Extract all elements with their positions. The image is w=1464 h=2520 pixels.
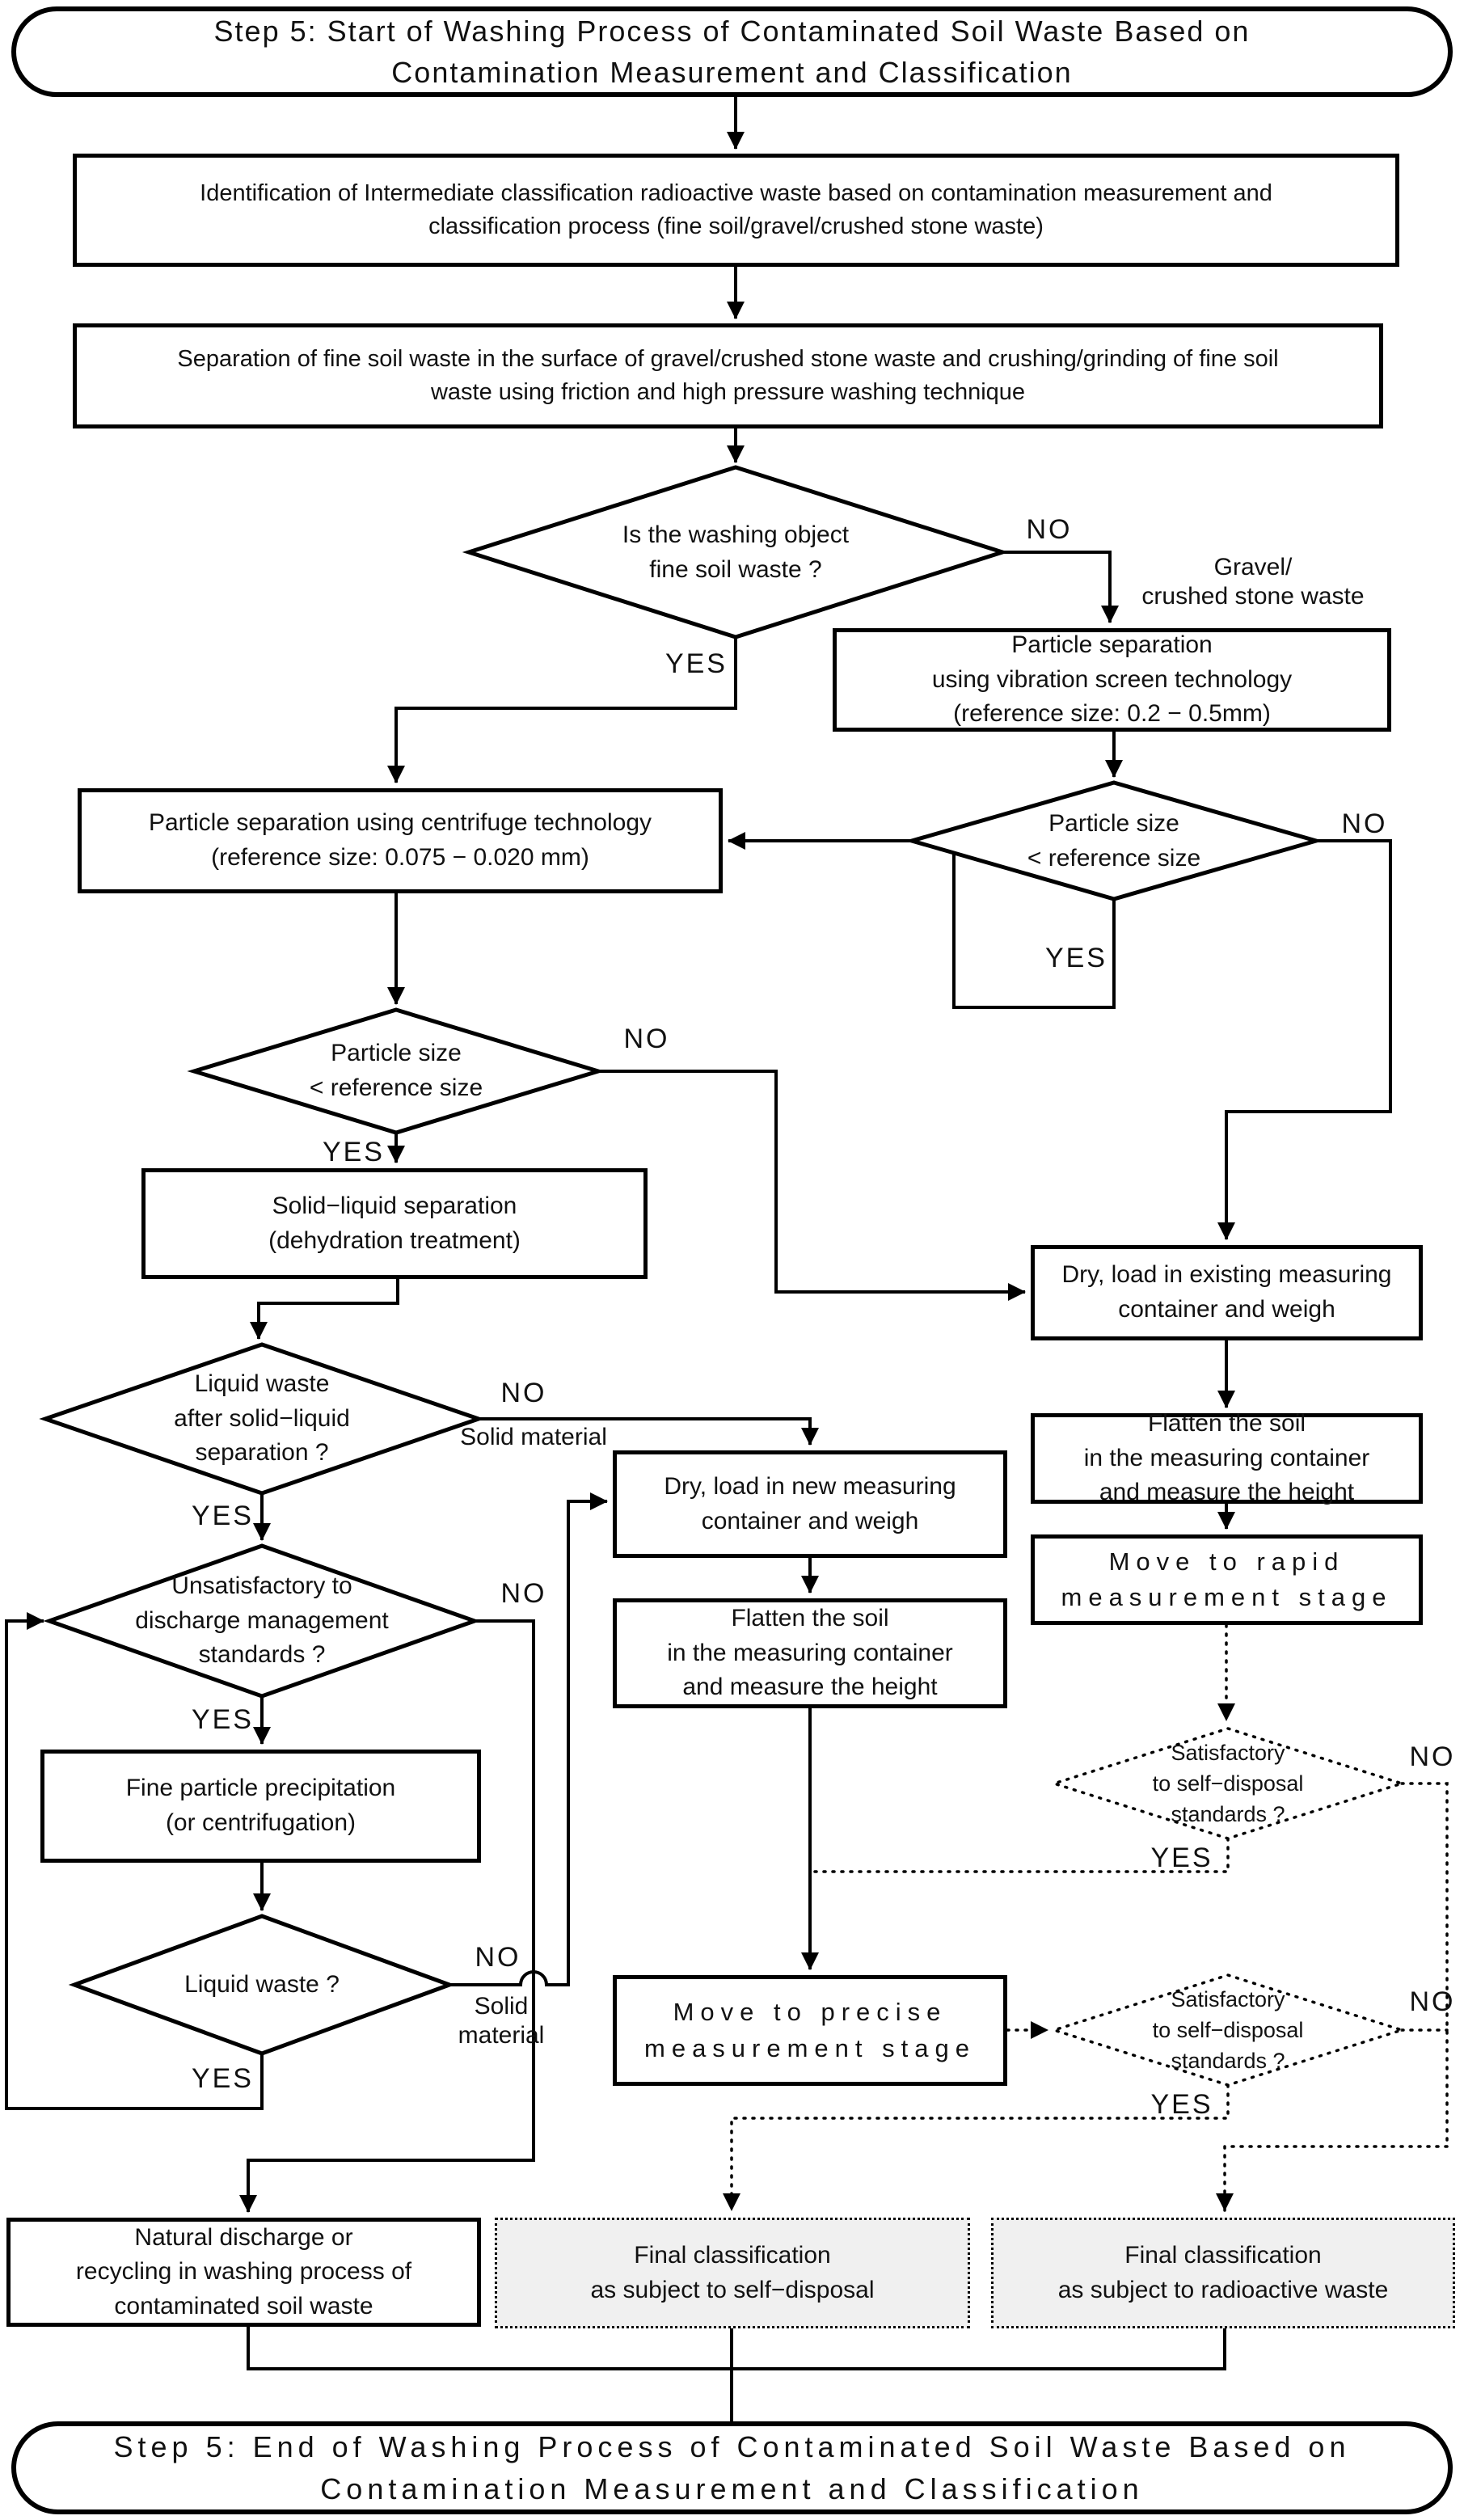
label-yes-unsatisfactory: YES (191, 1703, 254, 1735)
identification-line1: Identification of Intermediate classification radioactive waste based on contamination measurement and (200, 179, 1272, 206)
label-yes-washing: YES (664, 648, 728, 679)
label-yes-satisfactory-2: YES (1150, 2088, 1213, 2120)
edge-satisfactory1-no (1402, 1783, 1447, 2146)
washing-object-line2: fine soil waste ? (649, 556, 822, 583)
final-self-line1: Final classification (634, 2241, 831, 2269)
end-terminator (11, 2421, 1453, 2514)
box-precise-measurement (613, 1975, 1007, 2086)
washing-object-text (534, 508, 938, 598)
box-separation (73, 323, 1383, 428)
liquid-waste-line1: Liquid waste ? (184, 1970, 340, 1998)
dry-new-line2: container and weigh (701, 1507, 919, 1534)
box-rapid-measurement (1031, 1534, 1423, 1625)
particle-size-1-text (952, 804, 1276, 880)
end-line1: Step 5: End of Washing Process of Contaminated Soil Waste Based on (113, 2430, 1351, 2464)
box-identification (73, 154, 1399, 267)
box-fine-particle (40, 1750, 481, 1863)
flatten-right-line2: in the measuring container (1083, 1444, 1370, 1471)
satisfactory-2-line2: to self−disposal (1152, 2017, 1304, 2042)
liquid-after-line3: separation ? (195, 1439, 329, 1467)
particle-size-2-text (234, 1033, 558, 1109)
dry-existing-line1: Dry, load in existing measuring (1061, 1261, 1392, 1289)
edge-solidliquid-liquidafter (259, 1279, 398, 1339)
separation-line1: Separation of fine soil waste in the surface of gravel/crushed stone waste and crushing/grinding of fine soil (177, 345, 1279, 372)
rapid-line1: Move to rapid (1108, 1547, 1345, 1576)
liquid-after-line1: Liquid waste (194, 1370, 330, 1398)
identification-line2: classification process (fine soil/gravel/crushed stone waste) (428, 213, 1044, 239)
washing-object-line1: Is the washing object (622, 521, 850, 549)
box-final-self-disposal (495, 2218, 970, 2328)
box-flatten-mid (613, 1598, 1007, 1708)
label-no-size2: NO (623, 1023, 670, 1054)
box-natural-discharge (6, 2218, 481, 2327)
start-line2: Contamination Measurement and Classification (391, 56, 1073, 89)
dry-new-line1: Dry, load in new measuring (664, 1472, 956, 1500)
natural-line2: recycling in washing process of (75, 2258, 412, 2286)
label-yes-size2: YES (322, 1136, 385, 1167)
liquid-after-text (92, 1366, 432, 1472)
rapid-line2: measurement stage (1061, 1583, 1393, 1611)
label-no-liquid-waste: NO (475, 1941, 521, 1973)
box-solid-liquid (141, 1168, 648, 1279)
fine-particle-line1: Fine particle precipitation (125, 1775, 396, 1802)
label-yes-liquid-waste: YES (191, 2062, 254, 2094)
natural-line1: Natural discharge or (134, 2223, 353, 2251)
solid-liquid-line2: (dehydration treatment) (268, 1226, 521, 1254)
natural-line3: contaminated soil waste (114, 2292, 373, 2319)
centrifuge-line1: Particle separation using centrifuge technology (148, 809, 652, 837)
liquid-after-line2: after solid−liquid (174, 1404, 350, 1432)
edge-washing-no-vibration (1002, 552, 1110, 623)
flatten-mid-line1: Flatten the soil (731, 1605, 889, 1632)
label-gravel-line2: crushed stone waste (1141, 583, 1365, 610)
start-terminator (11, 6, 1453, 97)
liquid-waste-text (108, 1967, 416, 2003)
flatten-right-line1: Flatten the soil (1147, 1410, 1306, 1437)
vibration-line2: using vibration screen technology (931, 665, 1293, 693)
edge-radioactive-merge (732, 2328, 1225, 2369)
box-centrifuge (78, 788, 723, 893)
label-no-washing: NO (1026, 513, 1073, 545)
box-final-radioactive (991, 2218, 1455, 2328)
edge-liquidwaste-no-drynew (449, 1501, 607, 1985)
label-yes-size1: YES (1044, 942, 1107, 973)
flatten-mid-line2: in the measuring container (667, 1639, 953, 1666)
particle-size-1-line2: < reference size (1027, 845, 1201, 872)
unsatisfactory-line2: discharge management (135, 1606, 389, 1634)
satisfactory-1-line3: standards ? (1171, 1802, 1285, 1827)
edge-size1-no-dryexisting (1226, 841, 1390, 1239)
unsatisfactory-line3: standards ? (198, 1641, 326, 1669)
box-dry-new (613, 1450, 1007, 1558)
box-vibration-screen (833, 628, 1391, 732)
final-self-line2: as subject to self−disposal (590, 2276, 875, 2303)
precise-line1: Move to precise (673, 1998, 947, 2027)
particle-size-1-line1: Particle size (1048, 810, 1179, 838)
satisfactory-2-text (1099, 1986, 1357, 2074)
box-flatten-right (1031, 1410, 1423, 1506)
edge-unsatisfactory-no-natural (248, 1621, 534, 2212)
satisfactory-2-line1: Satisfactory (1171, 1986, 1285, 2011)
flatten-mid-line3: and measure the height (682, 1674, 938, 1701)
fine-particle-line2: (or centrifugation) (165, 1809, 357, 1836)
end-line2: Contamination Measurement and Classification (320, 2471, 1144, 2505)
start-line1: Step 5: Start of Washing Process of Contaminated Soil Waste Based on (213, 14, 1251, 48)
label-no-liquid-after: NO (500, 1377, 547, 1408)
label-no-unsatisfactory: NO (500, 1577, 547, 1609)
label-gravel-line1: Gravel/ (1213, 554, 1293, 580)
edge-size2-no-dryexisting (598, 1071, 1025, 1292)
label-material: material (458, 2022, 545, 2049)
label-no-size1: NO (1341, 808, 1388, 839)
solid-liquid-line1: Solid−liquid separation (272, 1192, 517, 1219)
label-no-satisfactory-1: NO (1409, 1741, 1456, 1772)
label-no-satisfactory-2: NO (1409, 1986, 1456, 2017)
centrifuge-line2: (reference size: 0.075 − 0.020 mm) (211, 844, 589, 871)
vibration-line1: Particle separation (1011, 631, 1213, 659)
final-radioactive-line2: as subject to radioactive waste (1057, 2276, 1389, 2303)
precise-line2: measurement stage (644, 2033, 976, 2062)
label-solid-material: Solid material (460, 1424, 607, 1450)
label-solid: Solid (474, 1993, 529, 2020)
box-dry-existing (1031, 1245, 1423, 1340)
separation-line2: waste using friction and high pressure washing technique (430, 379, 1026, 405)
label-yes-satisfactory-1: YES (1150, 1842, 1213, 1873)
satisfactory-1-line2: to self−disposal (1152, 1771, 1304, 1796)
vibration-line3: (reference size: 0.2 − 0.5mm) (953, 700, 1271, 728)
dry-existing-line2: container and weigh (1118, 1296, 1335, 1323)
flatten-right-line3: and measure the height (1099, 1479, 1355, 1506)
label-yes-liquid-after: YES (191, 1500, 254, 1531)
edge-natural-merge (248, 2327, 732, 2369)
edge-no-radioactive (1225, 2146, 1447, 2210)
satisfactory-1-line1: Satisfactory (1171, 1740, 1285, 1765)
final-radioactive-line1: Final classification (1124, 2241, 1322, 2269)
unsatisfactory-text (84, 1568, 440, 1674)
particle-size-2-line2: < reference size (309, 1074, 483, 1101)
satisfactory-2-line3: standards ? (1171, 2049, 1285, 2074)
satisfactory-1-text (1099, 1740, 1357, 1827)
unsatisfactory-line1: Unsatisfactory to (171, 1572, 352, 1600)
particle-size-2-line1: Particle size (331, 1040, 462, 1067)
